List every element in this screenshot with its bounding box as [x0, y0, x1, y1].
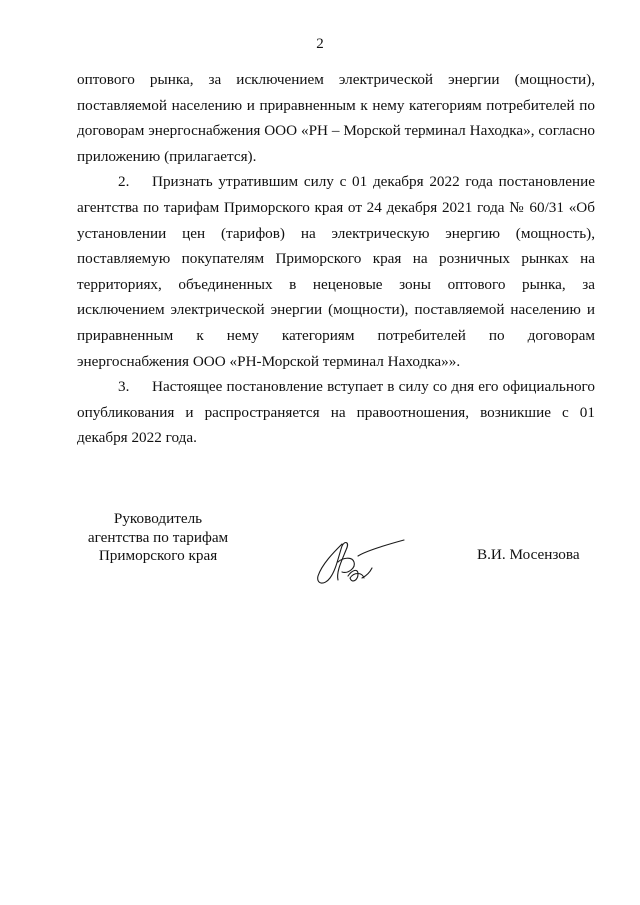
- page-number: 2: [316, 36, 324, 52]
- paragraph-3-text: Настоящее постановление вступает в силу со дня его официального опубликования и распространяется на правоотношения, возникшие с 01 декабря 2022 года.: [77, 378, 595, 447]
- paragraph-2-text: Признать утратившим силу с 01 декабря 2022 года постановление агентства по тарифам Приморского края от 24 декабря 2021 года № 60/31 «Об установлении цен (тарифов) на электрическую энергию (мощность), поставляемую покупателям Приморского края на розничных рынках на территориях, объединенных в неценовые зоны оптового рынка, за исключением электрической энергии (мощности), поставляемой населению и приравненным к нему категориям потребителей по договорам энергоснабжения ООО «РН-Морской терминал Находка»».: [77, 173, 595, 370]
- signer-position: [78, 510, 238, 566]
- signature-block: [0, 510, 640, 590]
- paragraph-3-number: 3.: [118, 378, 130, 396]
- document-body: [77, 67, 595, 451]
- paragraph-2: [77, 169, 595, 374]
- signer-position-line-1: Руководитель: [113, 510, 203, 527]
- paragraph-continuation: оптового рынка, за исключением электрической энергии (мощности), поставляемой населению и приравненным к нему категориям потребителей по договорам энергоснабжения ООО «РН – Морской терминал Находка», согласно приложению (прилагается).: [77, 71, 595, 165]
- handwritten-signature: [312, 532, 408, 590]
- paragraph-2-number: 2.: [118, 173, 130, 191]
- signer-position-line-3: Приморского края: [98, 547, 218, 564]
- signer-position-line-2: агентства по тарифам: [87, 528, 229, 546]
- signer-name: В.И. Мосензова: [477, 546, 580, 563]
- paragraph-3: [77, 374, 595, 451]
